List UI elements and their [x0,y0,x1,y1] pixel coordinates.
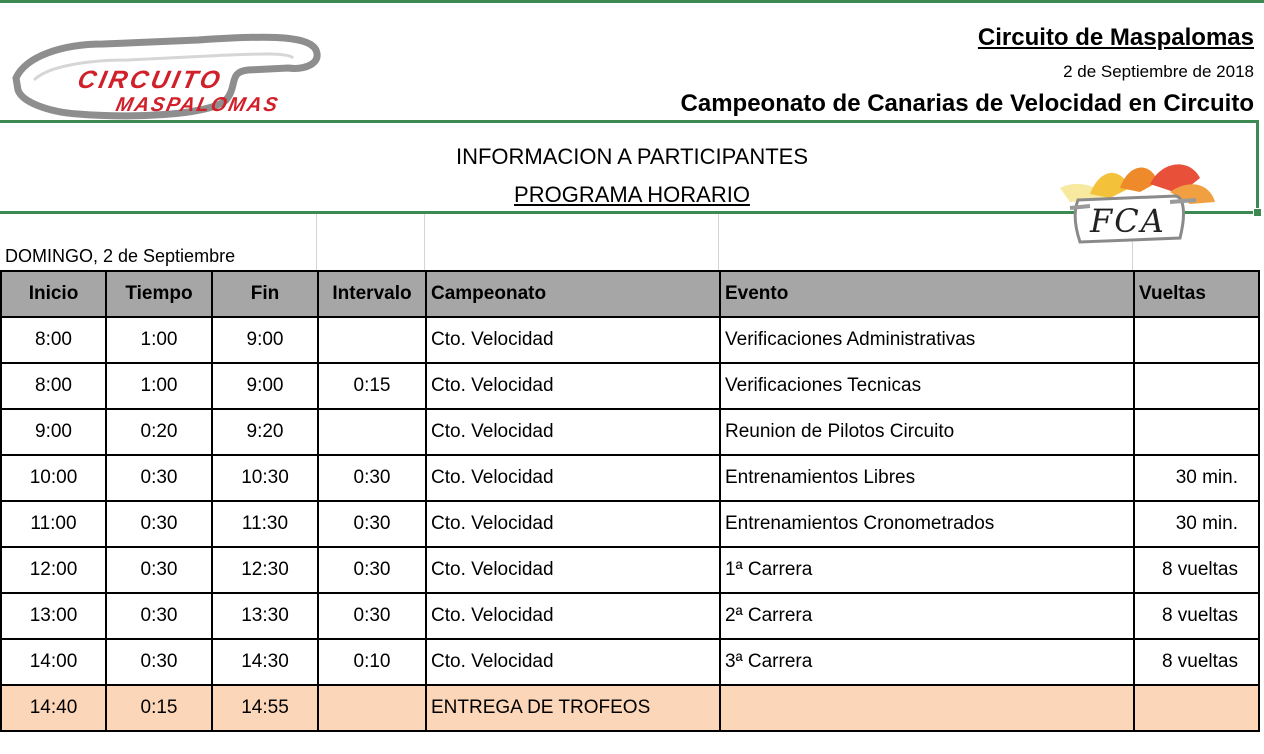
cell-intervalo[interactable]: 0:30 [318,455,426,501]
logo-text-circuito: CIRCUITO [75,66,226,94]
cell-evento[interactable] [720,685,1134,731]
cell-vueltas[interactable]: 30 min. [1134,501,1259,547]
cell-intervalo[interactable] [318,409,426,455]
program-heading: PROGRAMA HORARIO [514,182,750,207]
cell-fin[interactable]: 14:30 [212,639,318,685]
table-row [1,317,1259,363]
cell-fin[interactable]: 13:30 [212,593,318,639]
col-header-campeonato: Campeonato [426,271,720,317]
cell-inicio[interactable]: 14:00 [1,639,106,685]
cell-fin[interactable]: 9:00 [212,317,318,363]
top-border [0,0,1264,3]
table-row [1,455,1259,501]
cell-tiempo[interactable]: 0:30 [106,639,212,685]
cell-fin[interactable]: 11:30 [212,501,318,547]
cell-tiempo[interactable]: 0:20 [106,409,212,455]
cell-campeonato[interactable]: Cto. Velocidad [426,593,720,639]
cell-intervalo[interactable]: 0:30 [318,593,426,639]
day-label: DOMINGO, 2 de Septiembre [5,246,236,266]
cell-fin[interactable]: 9:20 [212,409,318,455]
cell-inicio[interactable]: 9:00 [1,409,106,455]
cell-vueltas[interactable] [1134,317,1259,363]
cell-evento[interactable]: 2ª Carrera [720,593,1134,639]
table-row [1,363,1259,409]
grid-line [316,214,317,270]
cell-vueltas[interactable]: 8 vueltas [1134,639,1259,685]
cell-inicio[interactable]: 12:00 [1,547,106,593]
cell-tiempo[interactable]: 0:30 [106,593,212,639]
cell-campeonato[interactable]: Cto. Velocidad [426,501,720,547]
col-header-tiempo: Tiempo [106,271,212,317]
cell-intervalo[interactable] [318,317,426,363]
grid-line [424,214,425,270]
cell-campeonato[interactable]: ENTREGA DE TROFEOS [426,685,720,731]
cell-tiempo[interactable]: 0:30 [106,501,212,547]
cell-vueltas[interactable] [1134,363,1259,409]
cell-intervalo[interactable]: 0:30 [318,501,426,547]
cell-inicio[interactable]: 8:00 [1,363,106,409]
cell-fin[interactable]: 9:00 [212,363,318,409]
table-row [1,409,1259,455]
cell-tiempo[interactable]: 1:00 [106,317,212,363]
cell-evento[interactable]: Verificaciones Tecnicas [720,363,1134,409]
cell-fin[interactable]: 14:55 [212,685,318,731]
cell-vueltas[interactable]: 30 min. [1134,455,1259,501]
cell-evento[interactable]: 1ª Carrera [720,547,1134,593]
cell-evento[interactable]: Reunion de Pilotos Circuito [720,409,1134,455]
cell-campeonato[interactable]: Cto. Velocidad [426,363,720,409]
col-header-intervalo: Intervalo [318,271,426,317]
table-row [1,547,1259,593]
cell-intervalo[interactable] [318,685,426,731]
event-date: 2 de Septiembre de 2018 [1063,62,1254,81]
grid-line [718,214,719,270]
col-header-evento: Evento [720,271,1134,317]
col-header-vueltas: Vueltas [1134,271,1259,317]
cell-campeonato[interactable]: Cto. Velocidad [426,455,720,501]
cell-fin[interactable]: 10:30 [212,455,318,501]
cell-tiempo[interactable]: 1:00 [106,363,212,409]
circuit-title: Circuito de Maspalomas [977,24,1254,51]
championship-title: Campeonato de Canarias de Velocidad en Circuito [680,90,1254,117]
cell-vueltas[interactable]: 8 vueltas [1134,593,1259,639]
schedule-table [0,270,1260,732]
cell-inicio[interactable]: 8:00 [1,317,106,363]
cell-intervalo[interactable]: 0:10 [318,639,426,685]
table-row [1,501,1259,547]
cell-inicio[interactable]: 10:00 [1,455,106,501]
cell-intervalo[interactable]: 0:30 [318,547,426,593]
col-header-inicio: Inicio [1,271,106,317]
cell-intervalo[interactable]: 0:15 [318,363,426,409]
cell-campeonato[interactable]: Cto. Velocidad [426,409,720,455]
cell-evento[interactable]: 3ª Carrera [720,639,1134,685]
cell-tiempo[interactable]: 0:30 [106,547,212,593]
header-divider-right [318,120,1258,123]
cell-evento[interactable]: Verificaciones Administrativas [720,317,1134,363]
cell-tiempo[interactable]: 0:30 [106,455,212,501]
info-heading: INFORMACION A PARTICIPANTES [455,144,809,169]
cell-fin[interactable]: 12:30 [212,547,318,593]
table-header-row [1,271,1259,317]
cell-vueltas[interactable] [1134,685,1259,731]
cell-evento[interactable]: Entrenamientos Cronometrados [720,501,1134,547]
cell-vueltas[interactable]: 8 vueltas [1134,547,1259,593]
logo-text-maspalomas: MASPALOMAS [113,94,282,116]
federation-logo-text: FCA [1090,202,1166,240]
cell-campeonato[interactable]: Cto. Velocidad [426,317,720,363]
cell-inicio[interactable]: 13:00 [1,593,106,639]
circuit-logo [8,30,323,122]
cell-campeonato[interactable]: Cto. Velocidad [426,639,720,685]
selection-handle[interactable] [1253,208,1262,217]
cell-inicio[interactable]: 11:00 [1,501,106,547]
table-row [1,593,1259,639]
cell-campeonato[interactable]: Cto. Velocidad [426,547,720,593]
cell-evento[interactable]: Entrenamientos Libres [720,455,1134,501]
cell-tiempo[interactable]: 0:15 [106,685,212,731]
cell-inicio[interactable]: 14:40 [1,685,106,731]
table-row-awards [1,685,1259,731]
cell-vueltas[interactable] [1134,409,1259,455]
col-header-fin: Fin [212,271,318,317]
federation-logo [1050,158,1220,250]
table-row [1,639,1259,685]
